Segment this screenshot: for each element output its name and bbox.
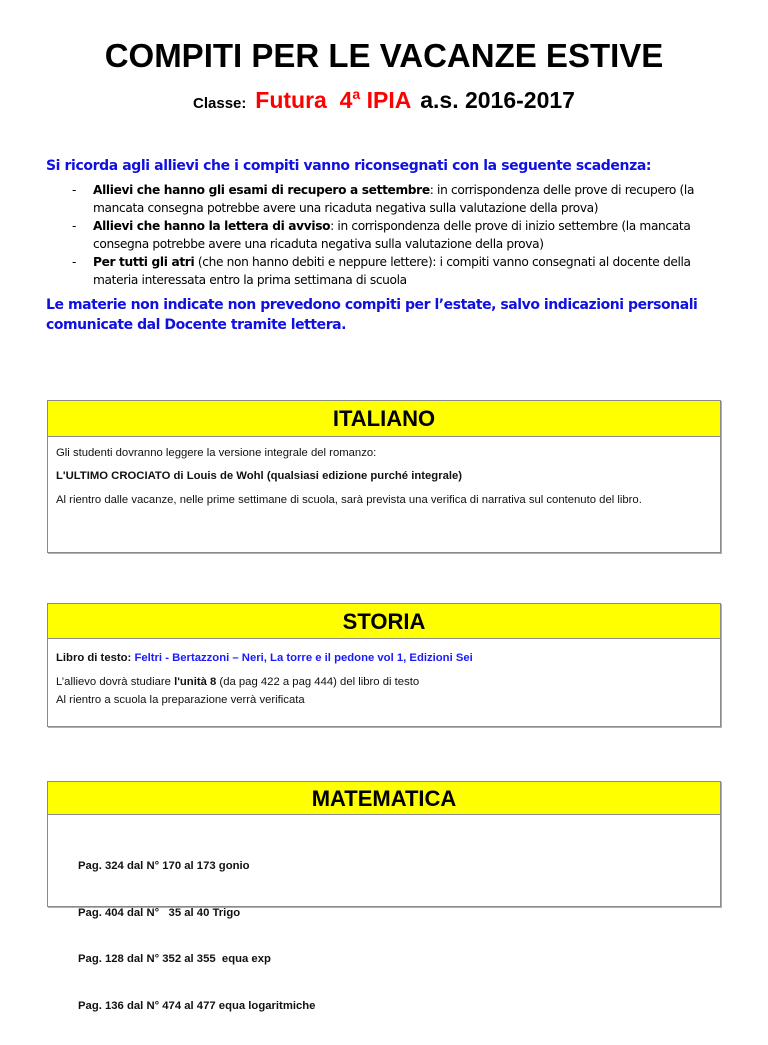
deadline-list: [46, 181, 736, 289]
storia-check: Al rientro a scuola la preparazione verrà verificata: [56, 694, 305, 706]
class-name: [255, 87, 411, 113]
subject-title: MATEMATICA: [48, 782, 720, 815]
deadline-item-text: : in corrispondenza delle prove di recupero (la mancata consegna potrebbe avere una ricaduta negativa sulla valutazione della prova): [93, 183, 695, 215]
class-superscript: a: [352, 86, 361, 102]
italiano-intro: Gli studenti dovranno leggere la versione integrale del romanzo:: [56, 447, 377, 459]
subject-box-italiano: [47, 400, 721, 553]
textbook-label: Libro di testo:: [56, 652, 132, 664]
deadline-item: [46, 217, 736, 253]
deadline-item-bold: Allievi che hanno gli esami di recupero a settembre: [93, 183, 430, 197]
exercise-item: Pag. 128 dal N° 352 al 355 equa exp: [78, 953, 271, 965]
bullet-dash: -: [72, 255, 77, 269]
notice-heading: Si ricorda agli allievi che i compiti vanno riconsegnati con la seguente scadenza:: [46, 158, 652, 174]
subject-title: STORIA: [48, 604, 720, 639]
exercise-item: Pag. 404 dal N° 35 al 40 Trigo: [78, 906, 241, 919]
italiano-test-note: Al rientro dalle vacanze, nelle prime settimane di scuola, sarà prevista una verifica di narrativa sul contenuto del libro.: [56, 494, 642, 506]
class-info: [0, 78, 768, 120]
class-name-text: Futura 4: [255, 87, 353, 113]
italiano-book: L'ULTIMO CROCIATO di Louis de Wohl (qualsiasi edizione purché integrale): [56, 470, 463, 482]
deadline-item: [46, 181, 736, 217]
class-label: Classe:: [193, 95, 247, 112]
deadline-item-text: (che non hanno debiti e neppure lettere): i compiti vanno consegnati al docente della materia interessata entro la prima settimana di scuola: [93, 255, 691, 287]
textbook-value: Feltri - Bertazzoni – Neri, La torre e il pedone vol 1, Edizioni Sei: [134, 652, 473, 664]
deadline-item-text: : in corrispondenza delle prove di inizio settembre (la mancata consegna potrebbe avere una ricaduta negativa sulla valutazione della prova): [93, 219, 691, 251]
deadline-item-bold: Allievi che hanno la lettera di avviso: [93, 219, 331, 233]
subject-box-storia: [47, 603, 721, 727]
exercise-item: Pag. 324 dal N° 170 al 173 gonio: [78, 860, 250, 872]
bullet-dash: -: [72, 219, 77, 233]
school-year: a.s. 2016-2017: [420, 87, 575, 113]
page-title: COMPITI PER LE VACANZE ESTIVE: [104, 37, 664, 74]
study-prefix: L’allievo dovrà studiare: [56, 676, 175, 688]
deadline-item: [46, 253, 736, 289]
subject-body: [48, 815, 720, 1045]
storia-study: [56, 676, 714, 688]
bullet-dash: -: [72, 183, 77, 197]
subject-box-matematica: [47, 781, 721, 1012]
subject-title: ITALIANO: [48, 401, 720, 437]
subject-body: [48, 437, 720, 507]
study-unit: l'unità 8: [174, 676, 217, 688]
notice-footer: Le materie non indicate non prevedono compiti per l’estate, salvo indicazioni personali comunicate dal Docente tramite lettera.: [46, 297, 698, 333]
class-school: IPIA: [360, 87, 412, 113]
study-suffix: (da pag 422 a pag 444) del libro di testo: [216, 676, 420, 688]
deadline-item-bold: Per tutti gli atri: [93, 255, 195, 269]
subject-body: [48, 639, 720, 706]
storia-textbook: [56, 652, 714, 664]
exercise-item: Pag. 136 dal N° 474 al 477 equa logaritmiche: [78, 999, 316, 1012]
